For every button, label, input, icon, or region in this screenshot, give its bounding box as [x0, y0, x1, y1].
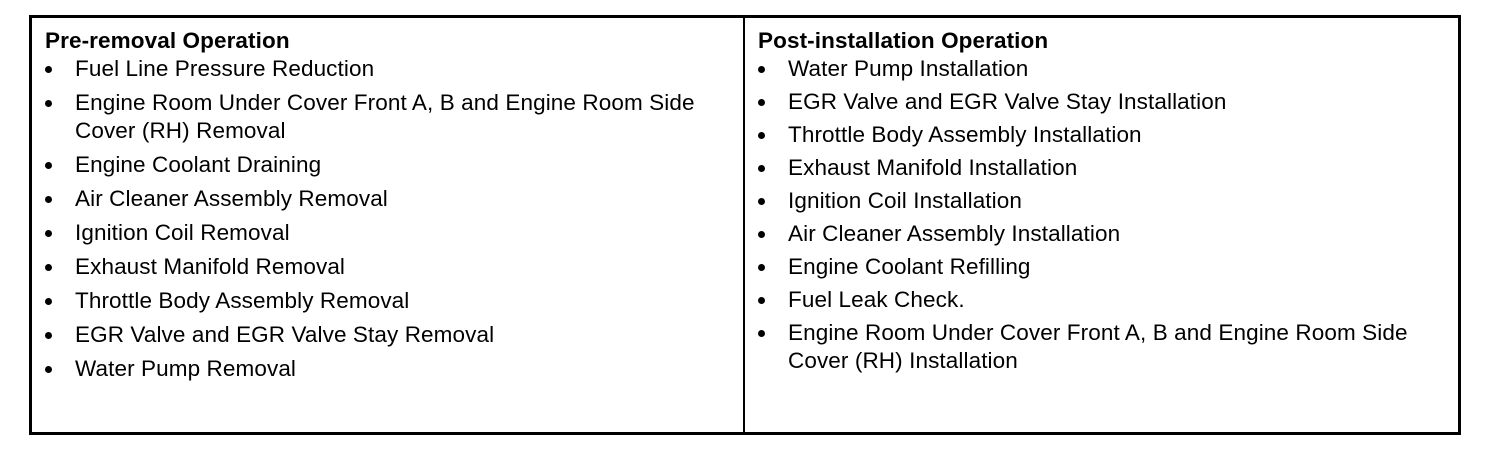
list-item-text: Fuel Leak Check.: [788, 287, 965, 312]
list-item-text: Throttle Body Assembly Removal: [75, 288, 410, 313]
post-installation-column: [745, 18, 1458, 432]
list-item-text: Water Pump Installation: [788, 56, 1029, 81]
bullet-icon: [758, 165, 765, 172]
list-item-text: Engine Room Under Cover Front A, B and Engine Room Side Cover (RH) Removal: [75, 90, 695, 143]
list-item: [758, 220, 1458, 248]
bullet-icon: [758, 66, 765, 73]
pre-removal-list: [45, 55, 743, 383]
list-item: [45, 151, 743, 179]
list-item: [45, 219, 743, 247]
list-item-text: Water Pump Removal: [75, 356, 297, 381]
bullet-icon: [758, 198, 765, 205]
bullet-icon: [45, 366, 52, 373]
post-installation-heading: Post-installation Operation: [758, 28, 1049, 53]
pre-removal-heading: Pre-removal Operation: [45, 28, 290, 53]
list-item-text: Exhaust Manifold Removal: [75, 254, 346, 279]
bullet-icon: [758, 297, 765, 304]
bullet-icon: [45, 230, 52, 237]
bullet-icon: [45, 298, 52, 305]
bullet-icon: [758, 99, 765, 106]
list-item: [758, 319, 1428, 375]
list-item: [45, 321, 743, 349]
list-item-text: EGR Valve and EGR Valve Stay Removal: [75, 322, 495, 347]
list-item: [45, 253, 743, 281]
post-installation-list: [758, 55, 1458, 375]
bullet-icon: [45, 332, 52, 339]
list-item: [758, 187, 1458, 215]
list-item-text: EGR Valve and EGR Valve Stay Installation: [788, 89, 1227, 114]
bullet-icon: [45, 66, 52, 73]
list-item: [45, 55, 743, 83]
list-item: [758, 88, 1458, 116]
list-item-text: Ignition Coil Removal: [75, 220, 290, 245]
list-item-text: Throttle Body Assembly Installation: [788, 122, 1142, 147]
list-item: [758, 253, 1458, 281]
list-item-text: Engine Coolant Refilling: [788, 254, 1031, 279]
list-item-text: Exhaust Manifold Installation: [788, 155, 1078, 180]
list-item: [758, 121, 1458, 149]
bullet-icon: [45, 264, 52, 271]
bullet-icon: [758, 330, 765, 337]
pre-removal-column: [32, 18, 745, 432]
list-item: [758, 55, 1458, 83]
list-item: [45, 185, 743, 213]
list-item: [758, 154, 1458, 182]
list-item-text: Engine Room Under Cover Front A, B and Engine Room Side Cover (RH) Installation: [788, 320, 1408, 373]
list-item-text: Engine Coolant Draining: [75, 152, 322, 177]
bullet-icon: [758, 132, 765, 139]
list-item-text: Ignition Coil Installation: [788, 188, 1022, 213]
bullet-icon: [758, 231, 765, 238]
list-item: [45, 355, 743, 383]
list-item-text: Fuel Line Pressure Reduction: [75, 56, 375, 81]
bullet-icon: [45, 196, 52, 203]
list-item-text: Air Cleaner Assembly Installation: [788, 221, 1121, 246]
list-item: [45, 89, 715, 145]
bullet-icon: [45, 162, 52, 169]
list-item: [758, 286, 1458, 314]
bullet-icon: [45, 100, 52, 107]
bullet-icon: [758, 264, 765, 271]
list-item-text: Air Cleaner Assembly Removal: [75, 186, 388, 211]
operations-table: [29, 15, 1461, 435]
list-item: [45, 287, 743, 315]
